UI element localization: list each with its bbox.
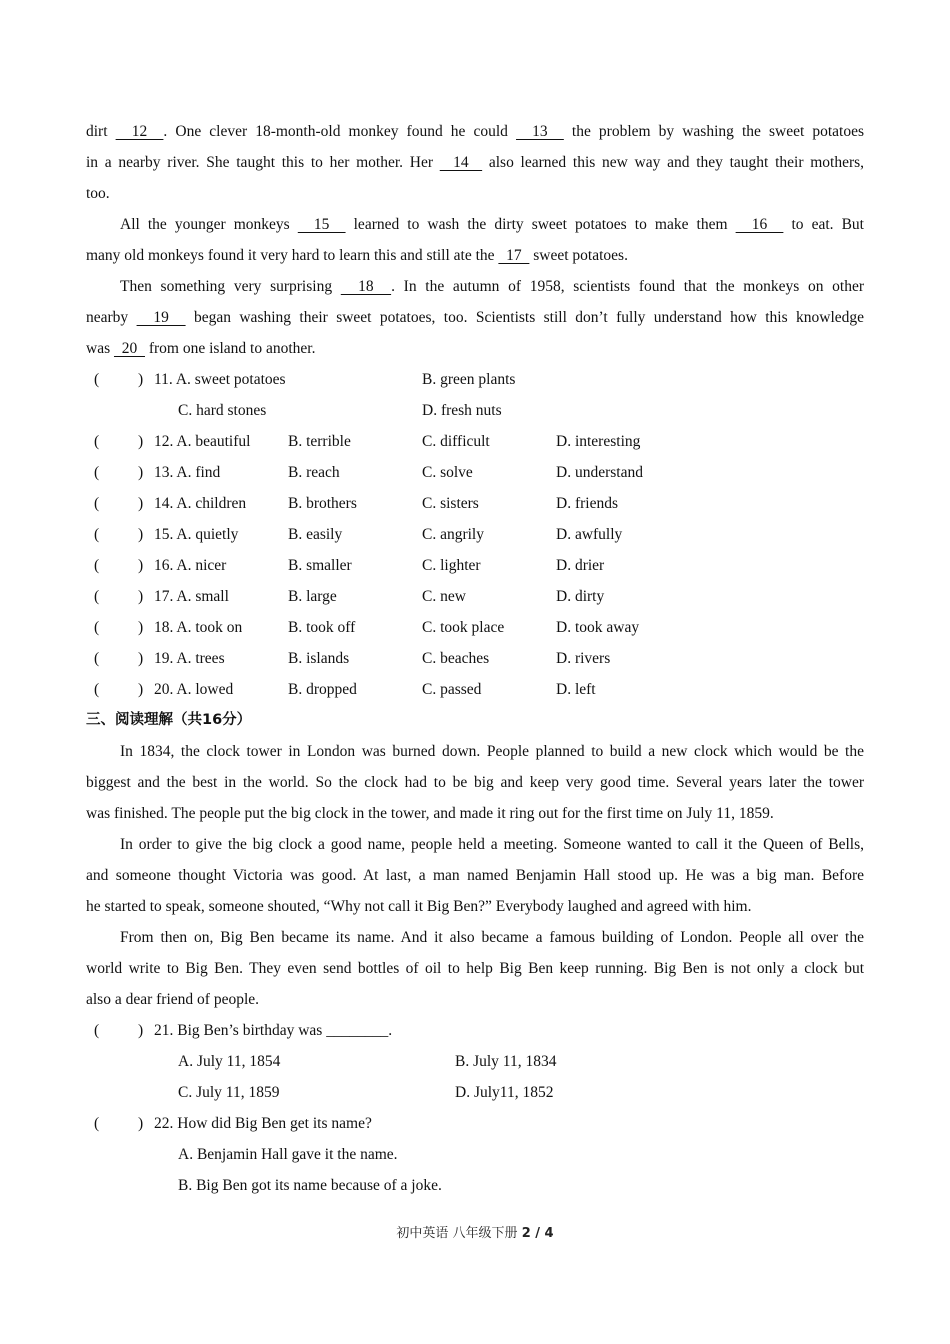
- answer-bracket-close: ): [138, 464, 144, 481]
- answer-bracket-close: ): [138, 650, 144, 667]
- passage-line: was finished. The people put the big clock in the tower, and made it ring out for the first time on July 11, 1859.: [86, 805, 774, 822]
- question-row-16: [86, 550, 864, 581]
- option-b: B. smaller: [288, 557, 352, 574]
- passage-line: [86, 302, 864, 333]
- answer-bracket-close: ): [138, 619, 144, 636]
- option-c: C. hard stones: [178, 402, 267, 419]
- blank-17[interactable]: 17: [498, 247, 530, 264]
- option-d: D. interesting: [556, 433, 641, 450]
- answer-bracket-open[interactable]: (: [94, 371, 100, 388]
- question-21-options-ab: [86, 1046, 864, 1077]
- option-a: 16. A. nicer: [154, 557, 227, 574]
- option-d: D. left: [556, 681, 596, 698]
- text: sweet potatoes.: [529, 247, 628, 264]
- option-c: C. took place: [422, 619, 505, 636]
- answer-bracket-open[interactable]: (: [94, 650, 100, 667]
- answer-bracket-open[interactable]: (: [94, 464, 100, 481]
- option-a: 19. A. trees: [154, 650, 225, 667]
- footer-text: 初中英语 八年级下册: [396, 1226, 522, 1241]
- text: All the younger monkeys: [120, 216, 298, 233]
- text: dirt: [86, 123, 116, 140]
- passage-line: world write to Big Ben. They even send bottles of oil to help Big Ben keep running. Big Ben is not only a clock but: [86, 960, 864, 977]
- question-row-15: [86, 519, 864, 550]
- passage-line: In 1834, the clock tower in London was burned down. People planned to build a new clock which would be the: [120, 743, 864, 760]
- blank-13[interactable]: 13: [516, 123, 564, 140]
- question-row-18: [86, 612, 864, 643]
- text: nearby: [86, 309, 137, 326]
- passage-line: [86, 147, 864, 178]
- passage-line: and someone thought Victoria was good. At last, a man named Benjamin Hall stood up. He was a big man. Before: [86, 867, 864, 884]
- option-d: D. fresh nuts: [422, 402, 502, 419]
- option-a: 20. A. lowed: [154, 681, 234, 698]
- page-footer: [0, 1222, 950, 1241]
- exam-page: [86, 116, 864, 1201]
- option-a: 11. A. sweet potatoes: [154, 371, 286, 388]
- passage-line: he started to speak, someone shouted, “Why not call it Big Ben?” Everybody laughed and agreed with him.: [86, 898, 752, 915]
- answer-bracket-close: ): [138, 588, 144, 605]
- question-row-14: [86, 488, 864, 519]
- question-row-19: [86, 643, 864, 674]
- question-row-11-cont: [86, 395, 864, 426]
- question-22-option-a: [86, 1139, 864, 1170]
- answer-bracket-open[interactable]: (: [94, 526, 100, 543]
- option-b: B. Big Ben got its name because of a joke.: [178, 1177, 442, 1194]
- passage-line: In order to give the big clock a good name, people held a meeting. Someone wanted to call it the Queen of Bells,: [120, 836, 864, 853]
- question-stem: 21. Big Ben’s birthday was ________.: [154, 1022, 393, 1039]
- option-c: C. beaches: [422, 650, 490, 667]
- answer-bracket-open[interactable]: (: [94, 1022, 100, 1039]
- option-b: B. July 11, 1834: [455, 1053, 557, 1070]
- passage-line: [86, 240, 864, 271]
- option-d: D. took away: [556, 619, 640, 636]
- text: to eat. But: [783, 216, 864, 233]
- text: the problem by washing the sweet potatoes: [563, 123, 865, 140]
- option-c: C. July 11, 1859: [178, 1084, 280, 1101]
- answer-bracket-close: ): [138, 371, 144, 388]
- answer-bracket-open[interactable]: (: [94, 557, 100, 574]
- text: learned to wash the dirty sweet potatoes to make them: [345, 216, 736, 233]
- answer-bracket-open[interactable]: (: [94, 588, 100, 605]
- question-row-20: [86, 674, 864, 705]
- question-row-22: [86, 1108, 864, 1139]
- blank-14[interactable]: 14: [439, 154, 483, 171]
- blank-12[interactable]: 12: [115, 123, 164, 140]
- option-a: 12. A. beautiful: [154, 433, 251, 450]
- option-a: 17. A. small: [154, 588, 229, 605]
- section-title: 三、阅读理解（共16分）: [86, 712, 252, 728]
- option-b: B. dropped: [288, 681, 357, 698]
- blank-20[interactable]: 20: [113, 340, 145, 357]
- passage-line: [86, 271, 864, 302]
- blank-15[interactable]: 15: [297, 216, 346, 233]
- answer-bracket-close: ): [138, 557, 144, 574]
- answer-bracket-close: ): [138, 1115, 144, 1132]
- answer-bracket-close: ): [138, 433, 144, 450]
- passage-line: also a dear friend of people.: [86, 991, 260, 1008]
- option-d: D. awfully: [556, 526, 623, 543]
- question-row-13: [86, 457, 864, 488]
- option-b: B. reach: [288, 464, 340, 481]
- option-d: D. dirty: [556, 588, 605, 605]
- blank-19[interactable]: 19: [136, 309, 186, 326]
- option-d: D. friends: [556, 495, 618, 512]
- blank-16[interactable]: 16: [735, 216, 784, 233]
- option-a: A. July 11, 1854: [178, 1053, 281, 1070]
- passage-line: [86, 209, 864, 240]
- passage-line: biggest and the best in the world. So the clock had to be big and keep very good time. Several years later the tower: [86, 774, 864, 791]
- page-number: 2 / 4: [521, 1226, 554, 1241]
- option-d: D. rivers: [556, 650, 611, 667]
- text: in a nearby river. She taught this to her mother. Her: [86, 154, 440, 171]
- option-a: A. Benjamin Hall gave it the name.: [178, 1146, 398, 1163]
- answer-bracket-open[interactable]: (: [94, 1115, 100, 1132]
- answer-bracket-open[interactable]: (: [94, 495, 100, 512]
- option-b: B. green plants: [422, 371, 516, 388]
- passage-line: From then on, Big Ben became its name. And it also became a famous building of London. People all over the: [120, 929, 864, 946]
- option-b: B. terrible: [288, 433, 351, 450]
- option-a: 14. A. children: [154, 495, 247, 512]
- option-b: B. took off: [288, 619, 356, 636]
- option-c: C. sisters: [422, 495, 479, 512]
- question-row-12: [86, 426, 864, 457]
- option-d: D. understand: [556, 464, 643, 481]
- blank-18[interactable]: 18: [340, 278, 392, 295]
- option-c: C. new: [422, 588, 466, 605]
- question-21-options-cd: [86, 1077, 864, 1108]
- text: . One clever 18-month-old monkey found he could: [163, 123, 517, 140]
- passage-line: [86, 116, 864, 147]
- text: also learned this new way and they taught their mothers,: [482, 154, 865, 171]
- passage-line: [86, 333, 864, 364]
- question-row-17: [86, 581, 864, 612]
- option-b: B. easily: [288, 526, 343, 543]
- question-row-11: [86, 364, 864, 395]
- option-c: C. difficult: [422, 433, 490, 450]
- option-c: C. solve: [422, 464, 473, 481]
- option-a: 18. A. took on: [154, 619, 243, 636]
- option-d: D. July11, 1852: [455, 1084, 554, 1101]
- answer-bracket-open[interactable]: (: [94, 681, 100, 698]
- option-b: B. large: [288, 588, 337, 605]
- text: began washing their sweet potatoes, too. Scientists still don’t fully understand how this knowledge: [185, 309, 865, 326]
- answer-bracket-open[interactable]: (: [94, 619, 100, 636]
- answer-bracket-close: ): [138, 495, 144, 512]
- text: Then something very surprising: [120, 278, 341, 295]
- option-a: 15. A. quietly: [154, 526, 239, 543]
- option-b: B. islands: [288, 650, 350, 667]
- text: many old monkeys found it very hard to learn this and still ate the: [86, 247, 499, 264]
- text: was: [86, 340, 114, 357]
- option-a: 13. A. find: [154, 464, 221, 481]
- option-c: C. angrily: [422, 526, 484, 543]
- passage-line: too.: [86, 185, 110, 202]
- answer-bracket-open[interactable]: (: [94, 433, 100, 450]
- question-stem: 22. How did Big Ben get its name?: [154, 1115, 372, 1132]
- question-22-option-b: [86, 1170, 864, 1201]
- option-d: D. drier: [556, 557, 605, 574]
- answer-bracket-close: ): [138, 681, 144, 698]
- option-c: C. passed: [422, 681, 482, 698]
- option-b: B. brothers: [288, 495, 357, 512]
- answer-bracket-close: ): [138, 1022, 144, 1039]
- text: from one island to another.: [144, 340, 316, 357]
- text: . In the autumn of 1958, scientists found that the monkeys on other: [391, 278, 864, 295]
- option-c: C. lighter: [422, 557, 481, 574]
- question-row-21: [86, 1015, 864, 1046]
- answer-bracket-close: ): [138, 526, 144, 543]
